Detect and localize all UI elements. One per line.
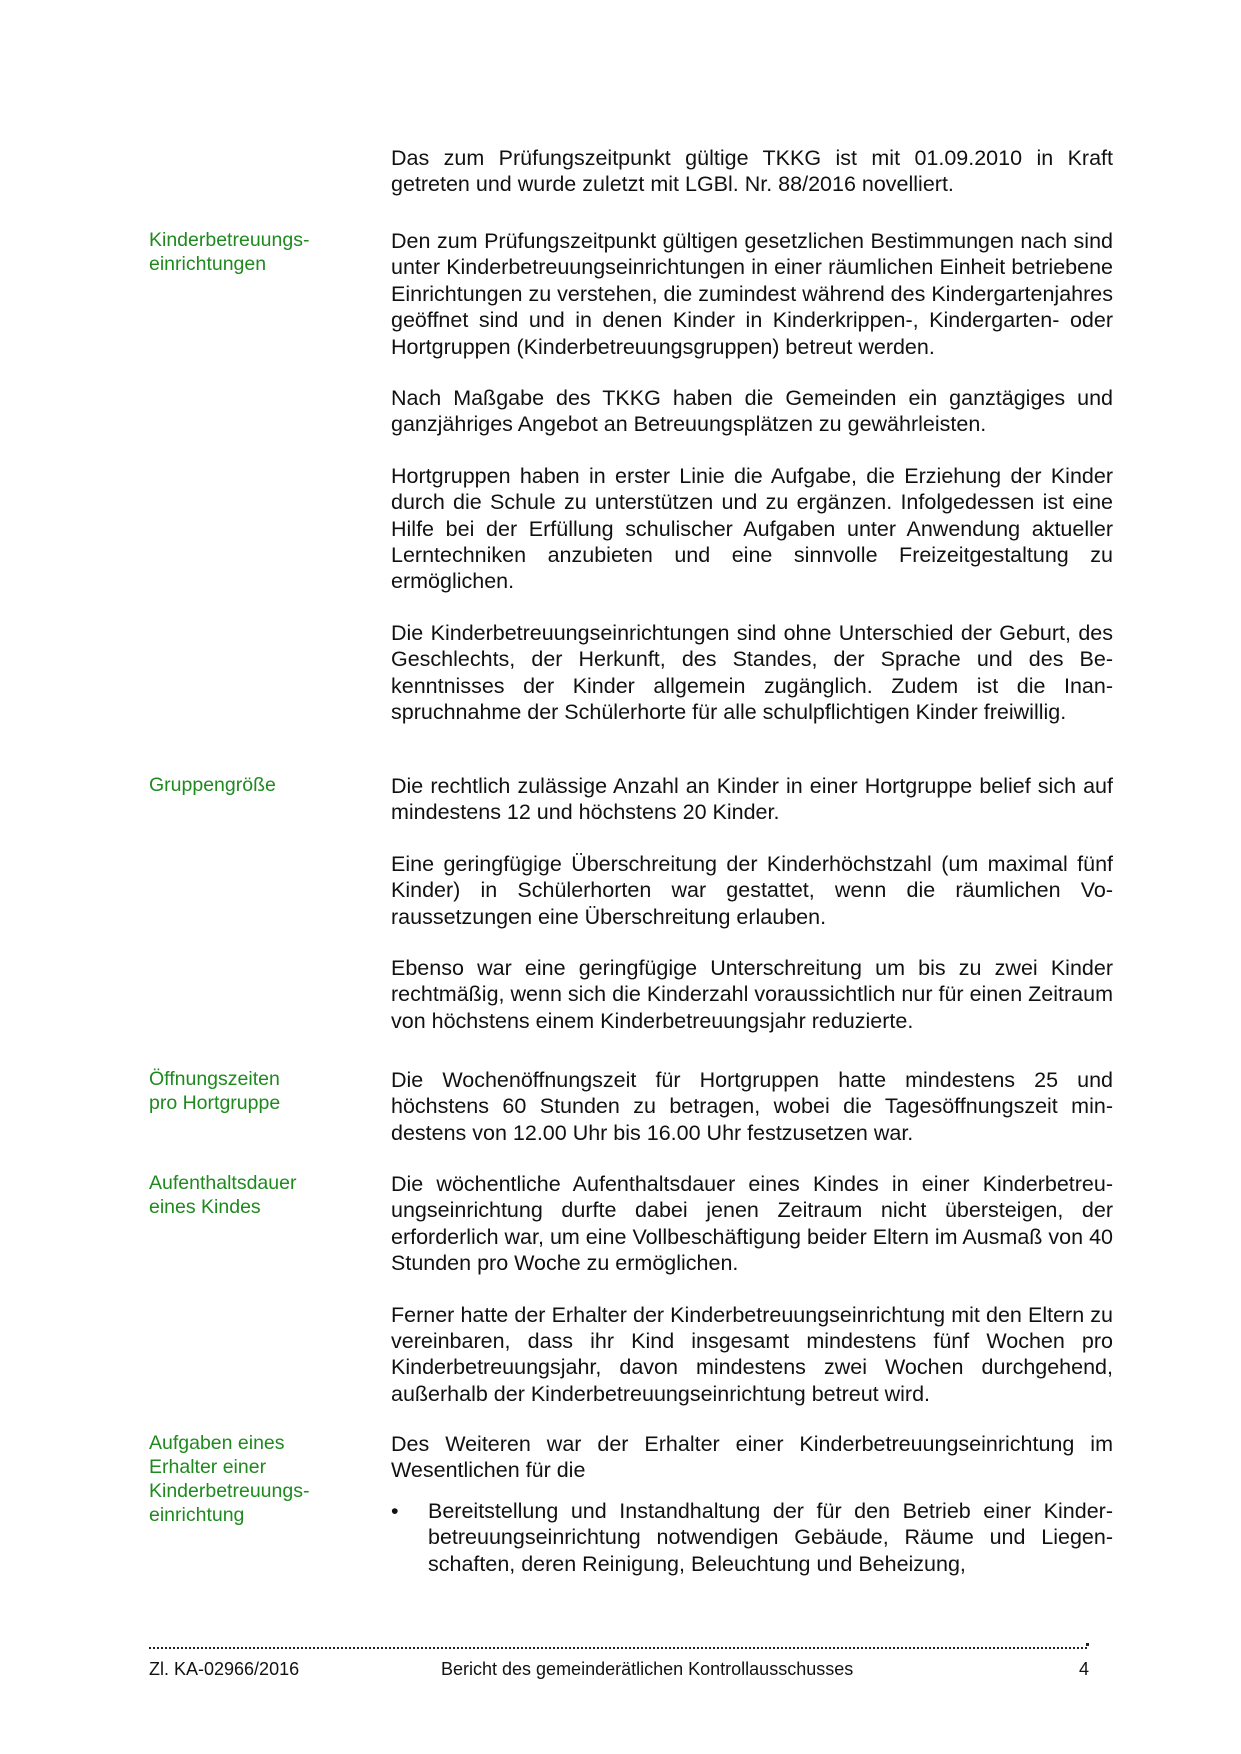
margin-heading-line: Öffnungszeiten	[149, 1068, 280, 1090]
margin-heading-line: Aufgaben eines	[149, 1432, 285, 1454]
bullet-icon: •	[391, 1498, 399, 1523]
margin-heading-line: Kinderbetreuungs-	[149, 229, 310, 251]
margin-heading-line: Kinderbetreuungs-	[149, 1480, 310, 1502]
bullet-text: Bereitstellung und Instandhaltung der für den Betrieb einer Kinderbetreuungseinrichtung notwendigen Gebäude, Räume und Liegenschaften, deren Reinigung, Beleuchtung und Beheizung,	[428, 1498, 1113, 1576]
section-body	[391, 228, 1113, 726]
section-body	[391, 145, 1113, 198]
paragraph: Die wöchentliche Aufenthaltsdauer eines Kindes in einer Kinderbetreuungseinrichtung durfte dabei jenen Zeitraum nicht übersteigen, der erforderlich war, um eine Vollbeschäftigung beider Eltern im Ausmaß von 40 Stunden pro Woche zu ermöglichen.	[391, 1172, 1113, 1276]
footer-title: Bericht des gemeinderätlichen Kontrollausschusses	[441, 1659, 854, 1679]
footer-divider	[149, 1647, 1087, 1649]
paragraph: Ferner hatte der Erhalter der Kinderbetreuungseinrichtung mit den Eltern zu vereinbaren, dass ihr Kind insgesamt mindestens fünf Wochen pro Kinderbetreuungsjahr, davon mindestens zwei Wochen durchgehend, außerhalb der Kinderbetreuungseinrichtung betreut wird.	[391, 1302, 1113, 1406]
paragraph: Eine geringfügige Überschreitung der Kinderhöchstzahl (um maximal fünf Kinder) in Schülerhorten war gestattet, wenn die räumlichen Voraussetzungen eine Überschreitung erlauben.	[391, 851, 1113, 929]
paragraph: Die Wochenöffnungszeit für Hortgruppen hatte mindestens 25 und höchstens 60 Stunden zu betragen, wobei die Tagesöffnungszeit mindestens von 12.00 Uhr bis 16.00 Uhr festzusetzen war.	[391, 1068, 1113, 1145]
section-body	[391, 773, 1113, 1034]
paragraph: Die rechtlich zulässige Anzahl an Kinder in einer Hortgruppe belief sich auf mindestens 12 und höchstens 20 Kinder.	[391, 774, 1113, 825]
margin-heading-line: Gruppengröße	[149, 774, 276, 796]
margin-heading	[149, 773, 349, 797]
margin-heading	[149, 1067, 349, 1115]
page-number: 4	[1078, 1659, 1089, 1679]
footer-reference: Zl. KA-02966/2016	[149, 1659, 300, 1679]
paragraph: Die Kinderbetreuungseinrichtungen sind ohne Unterschied der Geburt, des Geschlechts, der Herkunft, des Standes, der Sprache und des Bekenntnisses der Kinder allgemein zugänglich. Zudem ist die Inanspruchnahme der Schülerhorte für alle schulpflichtigen Kinder freiwillig.	[391, 620, 1113, 725]
margin-heading	[149, 228, 349, 276]
margin-heading-line: Erhalter einer	[149, 1456, 267, 1478]
margin-heading-line: einrichtung	[149, 1504, 245, 1526]
margin-heading-line: pro Hortgruppe	[149, 1092, 281, 1114]
paragraph: Nach Maßgabe des TKKG haben die Gemeinden ein ganztägiges und ganzjähriges Angebot an Betreuungsplätzen zu gewährleisten.	[391, 386, 1113, 437]
paragraph: Des Weiteren war der Erhalter einer Kinderbetreuungseinrichtung im Wesentlichen für die	[391, 1432, 1113, 1483]
bullet-list-item	[391, 1498, 1113, 1577]
paragraph: Hortgruppen haben in erster Linie die Aufgabe, die Erziehung der Kinder durch die Schule zu unterstützen und zu ergänzen. Infolgedessen ist eine Hilfe bei der Erfüllung schulischer Aufgaben unter Anwendung aktueller Lerntechniken anzubieten und eine sinnvolle Freizeitgestaltung zu ermöglichen.	[391, 463, 1113, 594]
section-body	[391, 1067, 1113, 1146]
paragraph: Den zum Prüfungszeitpunkt gültigen gesetzlichen Bestimmungen nach sind unter Kinderbetreuungseinrichtungen in einer räumlichen Einheit betriebene Einrichtungen zu verstehen, die zumindest während des Kindergartenjahres geöffnet sind und in denen Kinder in Kinderkrippen-, Kindergarten- oder Hortgruppen (Kinderbetreuungsgruppen) betreut werden.	[391, 229, 1113, 359]
paragraph: Ebenso war eine geringfügige Unterschreitung um bis zu zwei Kinder rechtmäßig, wenn sich die Kinderzahl voraussichtlich nur für einen Zeitraum von höchstens einem Kinderbetreuungsjahr reduzierte.	[391, 956, 1113, 1033]
margin-heading	[149, 1171, 349, 1219]
section-body	[391, 1431, 1113, 1577]
section-body	[391, 1171, 1113, 1407]
paragraph: Das zum Prüfungszeitpunkt gültige TKKG ist mit 01.09.2010 in Kraft getreten und wurde zuletzt mit LGBl. Nr. 88/2016 novelliert.	[391, 146, 1113, 197]
footer-divider-end	[1086, 1643, 1089, 1646]
margin-heading	[149, 1431, 349, 1527]
margin-heading-line: Aufenthaltsdauer	[149, 1172, 297, 1194]
margin-heading-line: eines Kindes	[149, 1196, 261, 1218]
margin-heading-line: einrichtungen	[149, 253, 267, 275]
